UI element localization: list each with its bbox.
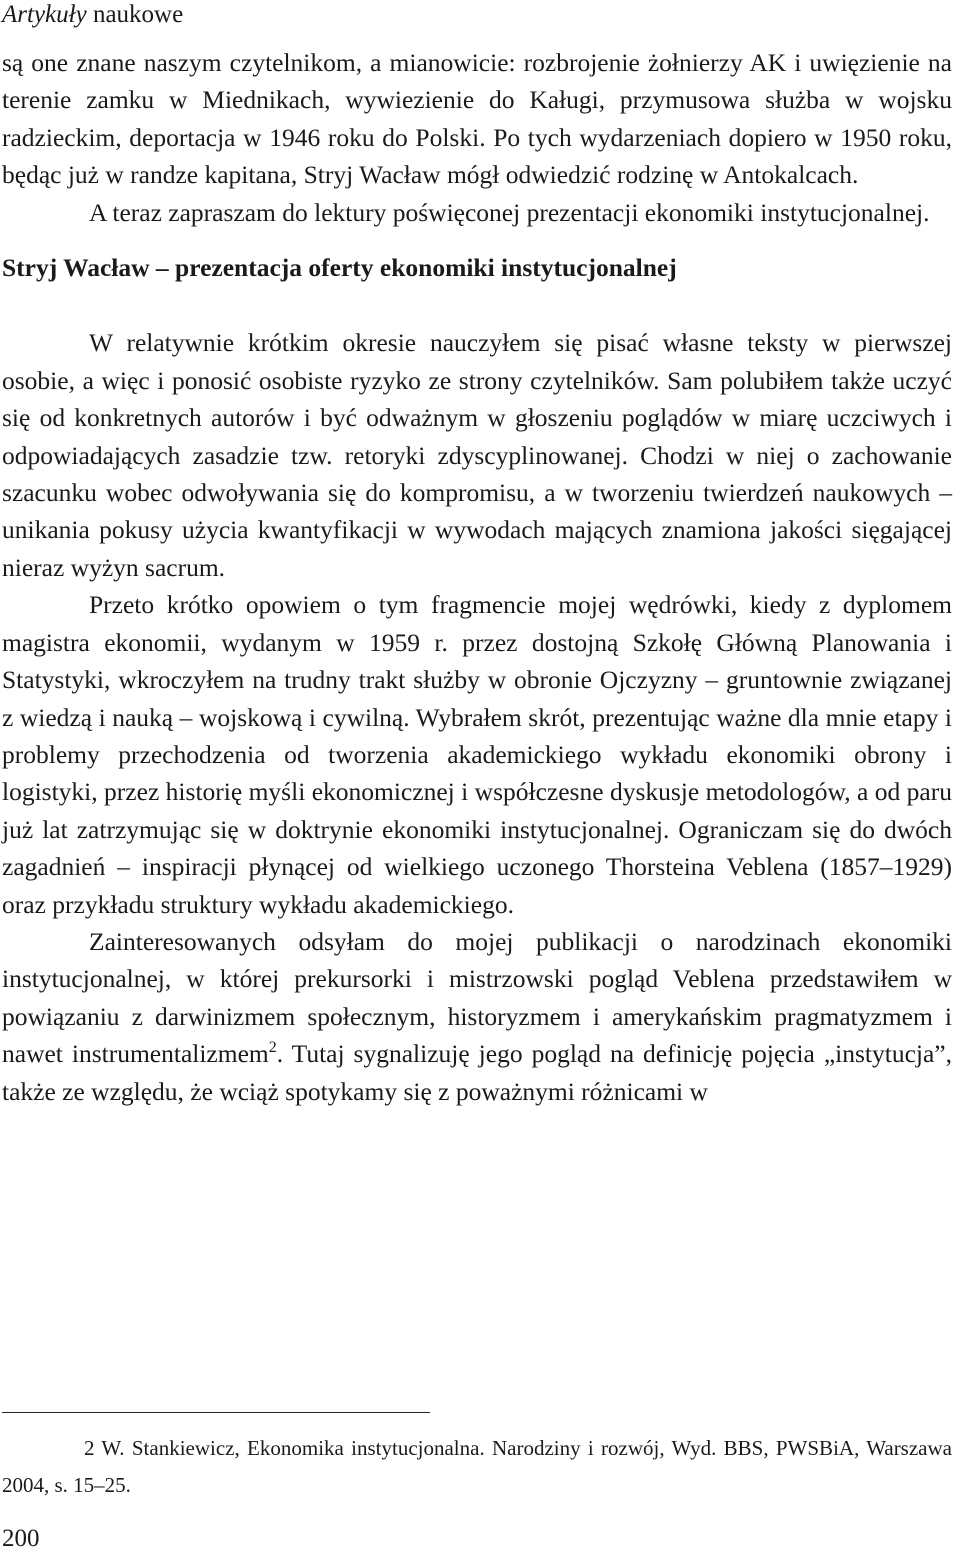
page-number: 200	[2, 1525, 40, 1552]
running-header-italic: Artykuły	[2, 1, 87, 28]
paragraph-4-text-b: . Tutaj sygnalizuję jego pogląd na definicję pojęcia „instytucja”, także ze względu, że wciąż spotykamy się z poważnymi różnicami w	[2, 1039, 952, 1106]
footnote-separator	[2, 1412, 430, 1413]
paragraph-0: są one znane naszym czytelnikom, a mianowicie: rozbrojenie żołnierzy AK i uwięzienie na terenie zamku w Miednikach, wywiezienie do Kaługi, przymusowa służba w wojsku radzieckim, deportacja w 1946 roku do Polski. Po tych wydarzeniach dopiero w 1950 roku, będąc już w randze kapitana, Stryj Wacław mógł odwiedzić rodzinę w Antokalcach.	[2, 48, 952, 190]
paragraph-4-text-a: Zainteresowanych odsyłam do mojej publikacji o narodzinach ekonomiki instytucjonalnej, w której prekursorki i mistrzowski pogląd Veblena przedstawiłem w powiązaniu z darwinizmem społecznym, historyzmem i amerykańskim pragmatyzmem i nawet instrumentalizmem	[2, 926, 952, 1069]
running-header	[2, 0, 183, 30]
footnote	[2, 1430, 952, 1504]
paragraph-4	[2, 923, 952, 1110]
footnote-reference[interactable]: 2	[268, 1039, 277, 1057]
article-body	[2, 44, 952, 1110]
running-header-rest: naukowe	[86, 1, 184, 28]
paragraph-2: W relatywnie krótkim okresie nauczyłem się pisać własne teksty w pierwszej osobie, a więc i ponosić osobiste ryzyko ze strony czytelników. Sam polubiłem także uczyć się od konkretnych autorów i być odważnym w głoszeniu poglądów w miarę uczciwych i odpowiadających zasadzie tzw. retoryki zdyscyplinowanej. Chodzi w niej o zachowanie szacunku wobec odwoływania się do kompromisu, a w tworzeniu twierdzeń naukowych – unikania pokusy użycia kwantyfikacji w wywodach mających znamiona jakości sięgającej nieraz wyżyn sacrum.	[2, 328, 952, 582]
footnote-text: W. Stankiewicz, Ekonomika instytucjonalna. Narodziny i rozwój, Wyd. BBS, PWSBiA, Warszawa 2004, s. 15–25.	[2, 1436, 952, 1497]
paragraph-1: A teraz zapraszam do lektury poświęconej prezentacji ekonomiki instytucjonalnej.	[89, 197, 930, 227]
section-heading: Stryj Wacław – prezentacja oferty ekonomiki instytucjonalnej	[2, 253, 677, 283]
footnote-number: 2	[84, 1436, 95, 1460]
paragraph-3: Przeto krótko opowiem o tym fragmencie mojej wędrówki, kiedy z dyplomem magistra ekonomii, wydanym w 1959 r. przez dostojną Szkołę Główną Planowania i Statystyki, wkroczyłem na trudny trakt służby w obronie Ojczyzny – gruntownie związanej z wiedzą i nauką – wojskową i cywilną. Wybrałem skrót, prezentując ważne dla mnie etapy i problemy przechodzenia od tworzenia akademickiego wykładu ekonomiki obrony i logistyki, przez historię myśli ekonomicznej i współczesne dyskusje metodologów, a od paru już lat zatrzymując się w doktrynie ekonomiki instytucjonalnej. Ograniczam się do dwóch zagadnień – inspiracji płynącej od wielkiego uczonego Thorsteina Veblena (1857–1929) oraz przykładu struktury wykładu akademickiego.	[2, 590, 952, 919]
